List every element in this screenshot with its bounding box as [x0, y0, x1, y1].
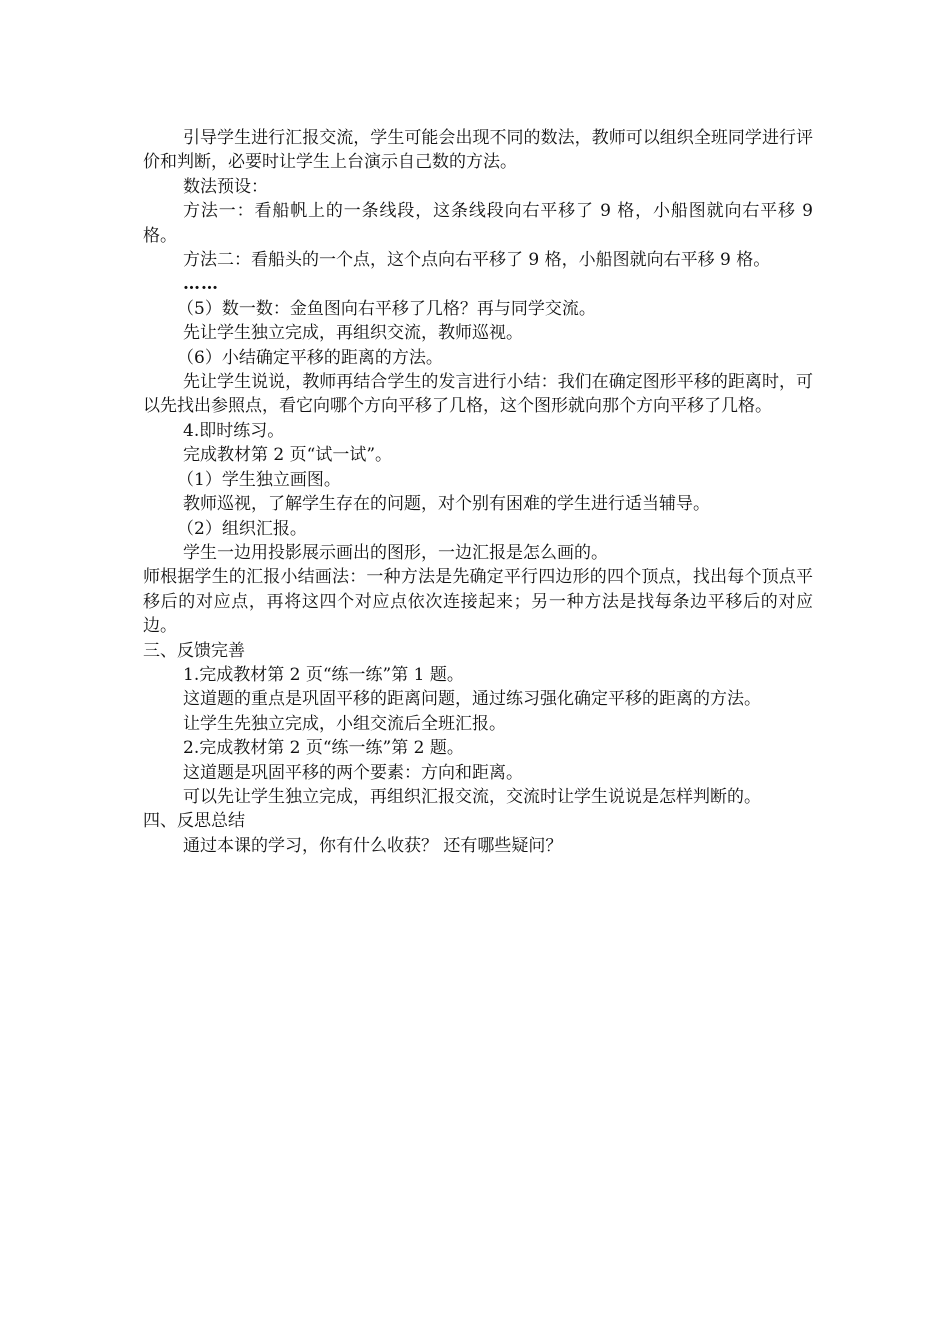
paragraph-teacher-patrol: 教师巡视，了解学生存在的问题，对个别有困难的学生进行适当辅导。: [183, 494, 710, 515]
paragraph-exercise-2: 2.完成教材第 2 页“练一练”第 2 题。: [183, 738, 464, 759]
paragraph-try-it: 完成教材第 2 页“试一试”。: [183, 445, 393, 466]
paragraph-exercise-2-focus: 这道题是巩固平移的两个要素：方向和距离。: [183, 762, 523, 783]
paragraph-counting-presets: 数法预设：: [183, 176, 268, 197]
paragraph-step-6: （6）小结确定平移的距离的方法。: [177, 347, 443, 368]
document-body: [143, 126, 813, 858]
section-heading-reflection: 四、反思总结: [143, 811, 245, 832]
paragraph-independent-work: 先让学生独立完成，再组织交流，教师巡视。: [183, 323, 523, 344]
paragraph-projection: 学生一边用投影展示画出的图形，一边汇报是怎么画的。: [183, 542, 608, 563]
paragraph-method-one: 方法一：看船帆上的一条线段，这条线段向右平移了 9 格，小船图就向右平移 9 格。: [143, 201, 813, 246]
paragraph-draw-step-1: （1）学生独立画图。: [177, 469, 341, 490]
paragraph-report-exchange: 引导学生进行汇报交流，学生可能会出现不同的数法，教师可以组织全班同学进行评价和判断，必要时让学生上台演示自己数的方法。: [143, 128, 813, 173]
paragraph-drawing-summary: 师根据学生的汇报小结画法：一种方法是先确定平行四边形的四个顶点，找出每个顶点平移后的对应点，再将这四个对应点依次连接起来；另一种方法是找每条边平移后的对应边。: [143, 567, 813, 637]
paragraph-exercise-1: 1.完成教材第 2 页“练一练”第 1 题。: [183, 664, 464, 685]
section-heading-feedback: 三、反馈完善: [143, 640, 245, 661]
paragraph-reflection-question: 通过本课的学习，你有什么收获？ 还有哪些疑问？: [183, 835, 563, 856]
paragraph-step-5: （5）数一数：金鱼图向右平移了几格？再与同学交流。: [177, 298, 596, 319]
paragraph-exercise-1-focus: 这道题的重点是巩固平移的距离问题，通过练习强化确定平移的距离的方法。: [183, 689, 761, 710]
paragraph-practice-heading: 4.即时练习。: [183, 420, 285, 441]
paragraph-exercise-1-process: 让学生先独立完成，小组交流后全班汇报。: [183, 713, 506, 734]
paragraph-summary: 先让学生说说，教师再结合学生的发言进行小结：我们在确定图形平移的距离时，可以先找出参照点，看它向哪个方向平移了几格，这个图形就向那个方向平移了几格。: [143, 372, 813, 417]
paragraph-draw-step-2: （2）组织汇报。: [177, 518, 307, 539]
paragraph-method-two: 方法二：看船头的一个点，这个点向右平移了 9 格，小船图就向右平移 9 格。: [183, 250, 771, 271]
paragraph-exercise-2-process: 可以先让学生独立完成，再组织汇报交流，交流时让学生说说是怎样判断的。: [183, 786, 761, 807]
paragraph-ellipsis: ……: [183, 274, 219, 295]
